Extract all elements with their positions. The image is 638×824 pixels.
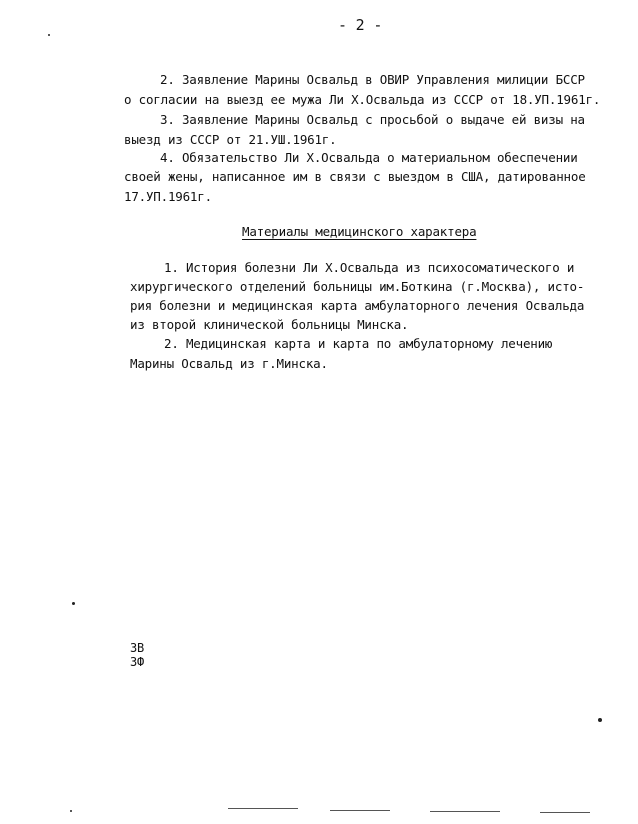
medical-item-1-line-2: хирургического отделений больницы им.Боткина (г.Москва), исто-	[130, 279, 585, 294]
scan-speck	[598, 718, 602, 722]
scan-speck	[72, 602, 75, 605]
section-heading: Материалы медицинского характера	[242, 224, 477, 239]
item-4-line-1: 4. Обязательство Ли Х.Освальда о материальном обеспечении	[160, 150, 578, 165]
item-4-line-3: 17.УП.1961г.	[124, 189, 212, 204]
medical-item-1-line-1: 1. История болезни Ли Х.Освальда из психосоматического и	[164, 260, 575, 275]
item-4-line-2: своей жены, написанное им в связи с выездом в США, датированное	[124, 169, 586, 184]
typist-initials-1: ЗВ	[130, 641, 145, 655]
medical-item-1-line-3: рия болезни и медицинская карта амбулаторного лечения Освальда	[130, 298, 585, 313]
scan-edge-mark	[540, 812, 590, 813]
scan-edge-mark	[430, 811, 500, 812]
medical-item-1-line-4: из второй клинической больницы Минска.	[130, 317, 409, 332]
scan-edge-mark	[330, 810, 390, 811]
item-3-line-1: 3. Заявление Марины Освальд с просьбой о выдаче ей визы на	[160, 112, 585, 127]
scan-edge-mark	[228, 808, 298, 809]
page-number: - 2 -	[338, 16, 383, 34]
item-2-line-2: о согласии на выезд ее мужа Ли Х.Освальда из СССР от 18.УП.1961г.	[124, 92, 601, 107]
typist-initials-2: ЗФ	[130, 655, 145, 669]
scan-speck	[70, 810, 72, 812]
medical-item-2-line-2: Марины Освальд из г.Минска.	[130, 356, 328, 371]
medical-item-2-line-1: 2. Медицинская карта и карта по амбулаторному лечению	[164, 336, 553, 351]
scan-speck	[48, 34, 50, 36]
item-2-line-1: 2. Заявление Марины Освальд в ОВИР Управления милиции БССР	[160, 72, 585, 87]
item-3-line-2: выезд из СССР от 21.УШ.1961г.	[124, 132, 337, 147]
